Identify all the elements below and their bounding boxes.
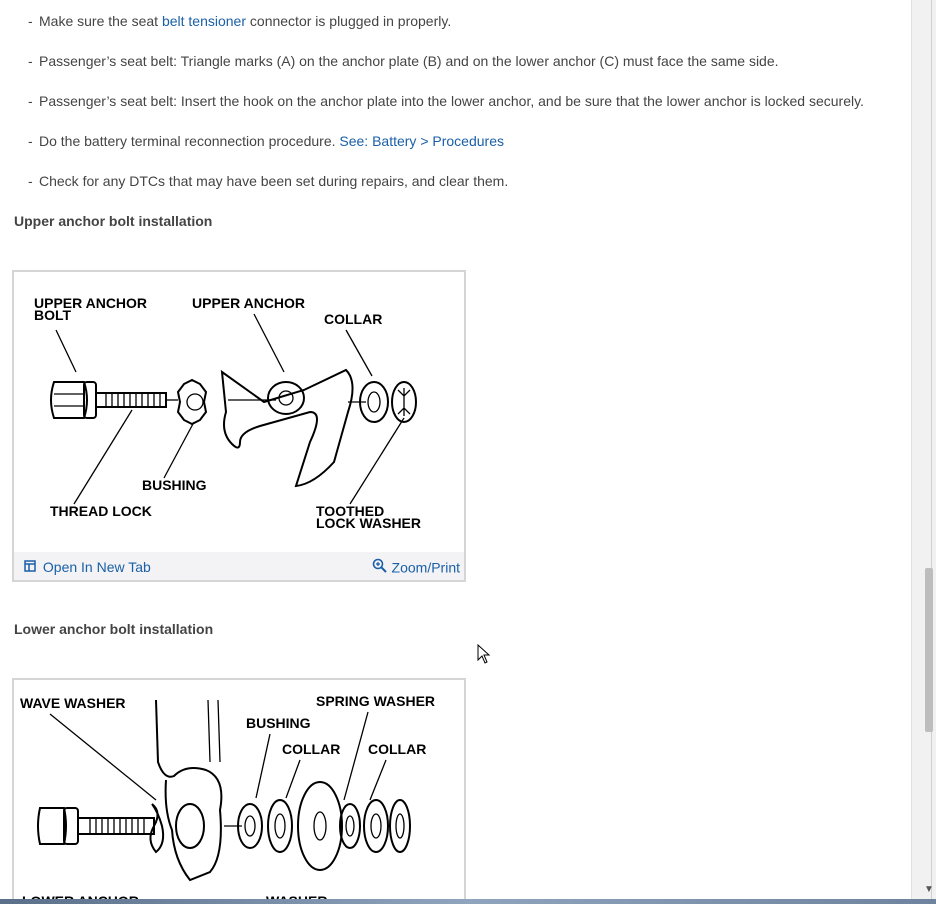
scroll-down-arrow-icon[interactable]: ▼ bbox=[924, 884, 934, 895]
scrollbar-thumb[interactable] bbox=[925, 568, 933, 732]
zoom-print-button[interactable]: Zoom/Print bbox=[372, 558, 460, 577]
label-thread-lock: THREAD LOCK bbox=[50, 503, 152, 519]
label-bushing: BUSHING bbox=[246, 715, 311, 731]
label-spring-washer: SPRING WASHER bbox=[316, 693, 436, 709]
lower-anchor-heading: Lower anchor bolt installation bbox=[14, 621, 214, 637]
bullet-item: - Make sure the seat belt tensioner connector is plugged in properly. bbox=[28, 13, 452, 29]
vertical-scrollbar[interactable] bbox=[911, 0, 936, 904]
label-toothed: TOOTHED bbox=[316, 503, 385, 519]
belt-tensioner-link[interactable]: belt tensioner bbox=[161, 13, 247, 29]
bullet-item: - Do the battery terminal reconnection procedure. See: Battery > Procedures bbox=[28, 133, 504, 149]
label-collar: COLLAR bbox=[324, 311, 383, 327]
label-upper-anchor-bolt: UPPER ANCHOR bbox=[34, 295, 148, 311]
open-in-new-tab-button[interactable]: Open In New Tab bbox=[24, 558, 151, 575]
battery-procedures-link[interactable]: See: Battery > Procedures bbox=[339, 133, 504, 149]
zoom-icon bbox=[372, 561, 392, 577]
upper-anchor-diagram[interactable] bbox=[14, 272, 464, 552]
label-lock-washer: LOCK WASHER bbox=[316, 515, 421, 531]
open-new-tab-icon bbox=[24, 559, 40, 575]
label-collar-2: COLLAR bbox=[368, 741, 427, 757]
label-upper-anchor: UPPER ANCHOR bbox=[192, 295, 306, 311]
label-bolt: BOLT bbox=[34, 307, 72, 323]
bullet-item: - Passenger’s seat belt: Insert the hook on the anchor plate into the lower anchor, and be sure that the lower anchor is locked securely. bbox=[28, 93, 864, 109]
mouse-cursor-icon bbox=[477, 644, 491, 669]
upper-anchor-figure bbox=[12, 270, 466, 582]
upper-anchor-heading: Upper anchor bolt installation bbox=[14, 213, 213, 229]
bullet-item: - Passenger’s seat belt: Triangle marks (A) on the anchor plate (B) and on the lower anchor (C) must face the same side. bbox=[28, 53, 779, 69]
lower-anchor-figure bbox=[12, 678, 466, 904]
label-collar-1: COLLAR bbox=[282, 741, 341, 757]
upper-figure-toolbar bbox=[14, 552, 464, 580]
taskbar-strip bbox=[0, 899, 936, 904]
label-bushing: BUSHING bbox=[142, 477, 207, 493]
bullet-item: - Check for any DTCs that may have been set during repairs, and clear them. bbox=[28, 173, 509, 189]
lower-anchor-diagram[interactable] bbox=[14, 680, 464, 904]
label-wave-washer: WAVE WASHER bbox=[20, 695, 126, 711]
